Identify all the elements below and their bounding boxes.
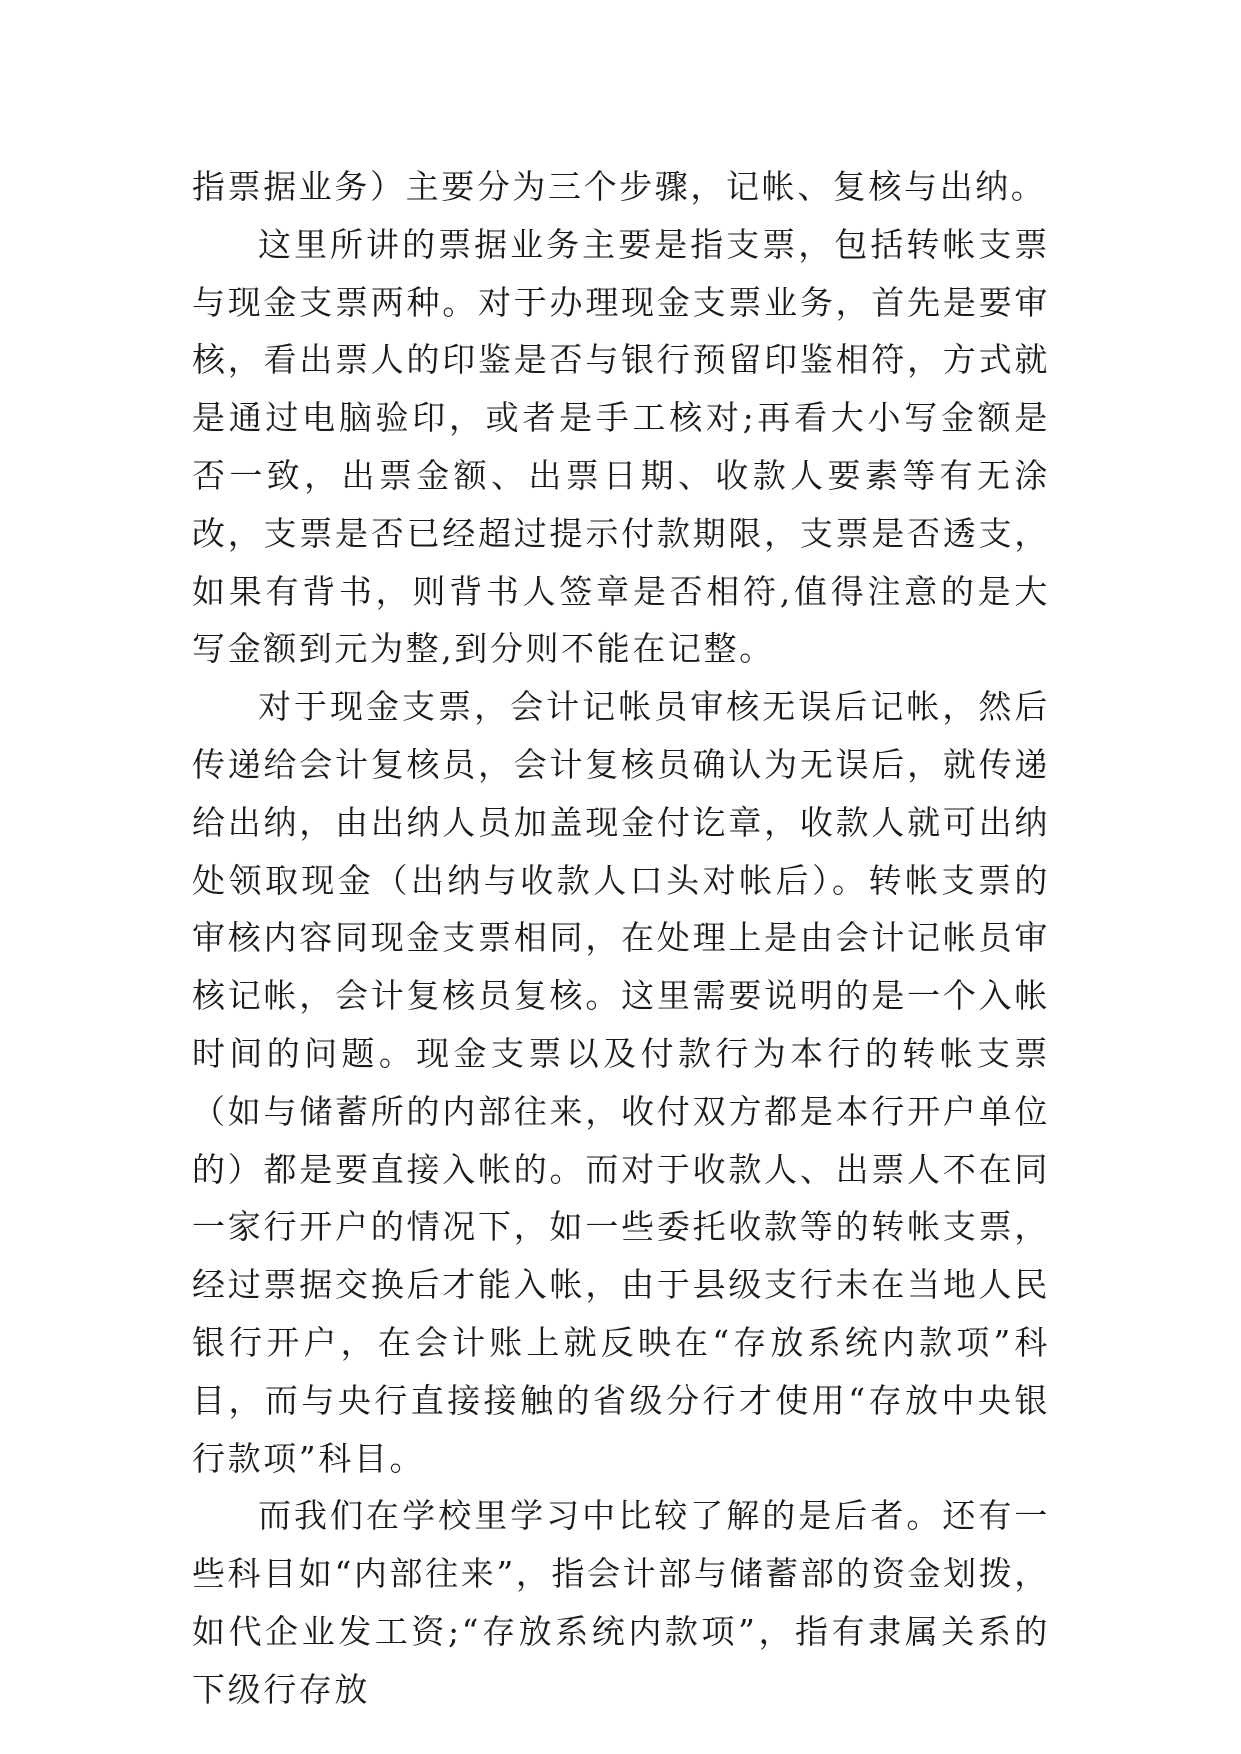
- paragraph-1: 指票据业务）主要分为三个步骤，记帐、复核与出纳。: [192, 167, 1047, 206]
- paragraph-2: 这里所讲的票据业务主要是指支票，包括转帐支票与现金支票两种。对于办理现金支票业务，首先是要审核，看出票人的印鉴是否与银行预留印鉴相符，方式就是通过电脑验印，或者是手工核对;再看大小写金额是否一致，出票金额、出票日期、收款人要素等有无涂改，支票是否已经超过提示付款期限，支票是否透支，如果有背书，则背书人签章是否相符,值得注意的是大写金额到元为整,到分则不能在记整。: [192, 224, 1050, 669]
- paragraph-3: 对于现金支票，会计记帐员审核无误后记帐，然后传递给会计复核员，会计复核员确认为无误后，就传递给出纳，由出纳人员加盖现金付讫章，收款人就可出纳处领取现金（出纳与收款人口头对帐后）。转帐支票的审核内容同现金支票相同，在处理上是由会计记帐员审核记帐，会计复核员复核。这里需要说明的是一个入帐时间的问题。现金支票以及付款行为本行的转帐支票（如与储蓄所的内部往来，收付双方都是本行开户单位的）都是要直接入帐的。而对于收款人、出票人不在同一家行开户的情况下，如一些委托收款等的转帐支票，经过票据交换后才能入帐，由于县级支行未在当地人民银行开户，在会计账上就反映在“存放系统内款项”科目，而与央行直接接触的省级分行才使用“存放中央银行款项”科目。: [192, 687, 1050, 1478]
- document-body: [192, 158, 1050, 1719]
- paragraph-4: 而我们在学校里学习中比较了解的是后者。还有一些科目如“内部往来”，指会计部与储蓄部的资金划拨，如代企业发工资;“存放系统内款项”，指有隶属关系的下级行存放: [192, 1496, 1050, 1709]
